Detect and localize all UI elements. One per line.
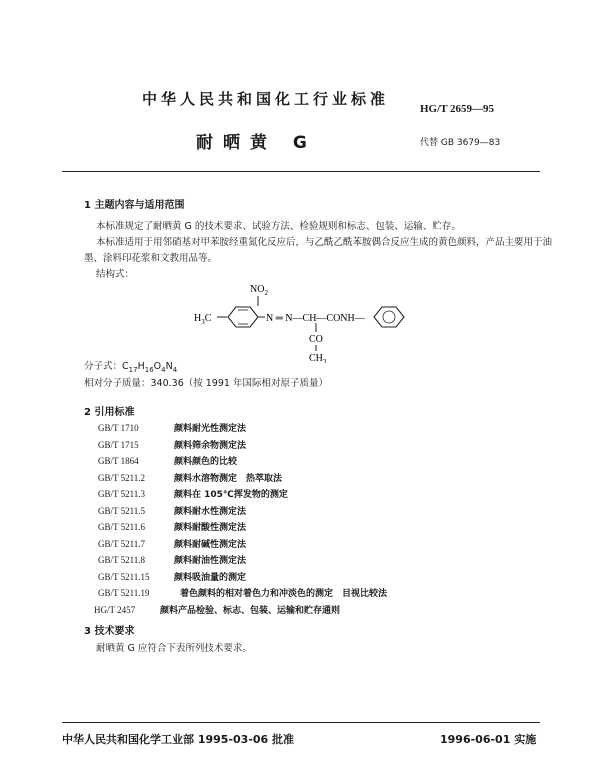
document-title: 耐晒黄 G <box>196 133 317 153</box>
structure-label: 结构式： <box>96 269 135 280</box>
replaces-note: 代替 GB 3679—83 <box>420 138 501 148</box>
section-2-heading: 2 引用标准 <box>84 407 135 418</box>
standard-number: HG/T 2659—95 <box>420 103 495 115</box>
section-3-heading: 3 技术要求 <box>84 626 135 637</box>
reference-item: GB/T 1715 颜料筛余物测定法 <box>98 439 247 451</box>
section-3-body: 耐晒黄 G 应符合下表所列技术要求。 <box>96 643 252 654</box>
co-label: CO <box>309 334 323 345</box>
section-1-body <box>84 219 554 283</box>
ministry-title: 中华人民共和国化工行业标准 <box>142 90 390 108</box>
reference-item: GB/T 5211.7 颜料耐碱性测定法 <box>98 538 247 550</box>
reference-item: HG/T 2457 颜料产品检验、标志、包装、运输和贮存通则 <box>94 604 341 616</box>
benzene-ring-2 <box>374 307 404 327</box>
section-1-heading: 1 主题内容与适用范围 <box>84 200 185 211</box>
no2-label: $NO_2$ <box>250 284 268 297</box>
approval-line: 中华人民共和国化学工业部 1995-03-06 批准 <box>62 733 295 746</box>
implementation-date: 1996-06-01 实施 <box>440 733 537 746</box>
reference-item: GB/T 5211.8 颜料耐油性测定法 <box>98 555 247 566</box>
reference-item: GB/T 5211.3 颜料在 105℃挥发物的测定 <box>98 489 288 500</box>
azo-chain: N ═ N—CH—CONH— <box>266 313 365 324</box>
reference-item: GB/T 1864 颜料颜色的比较 <box>98 456 238 467</box>
footer-divider <box>62 722 540 723</box>
molecular-mass: 相对分子质量：340.36（按 1991 年国际相对原子质量） <box>84 378 328 389</box>
reference-item: GB/T 5211.19 着色颜料的相对着色力和冲淡色的测定 目视比较法 <box>98 588 388 599</box>
reference-item: GB/T 5211.2 颜料水溶物测定 热萃取法 <box>98 472 283 484</box>
reference-item: GB/T 5211.6 颜料耐酸性测定法 <box>98 522 247 533</box>
section-1-para-1: 本标准规定了耐晒黄 G 的技术要求、试验方法、检验规则和标志、包装、运输、贮存。 <box>96 221 461 232</box>
section-1-para-2: 本标准适用于用邻硝基对甲苯胺经重氮化反应后，与乙酰乙酰苯胺偶合反应生成的黄色颜料，产品主要用于油墨、涂料印花浆和文教用品等。 <box>84 237 553 264</box>
molecular-formula: 分子式：$C_{17}H_{16}O_4N_4$ <box>84 361 178 374</box>
reference-list <box>94 421 388 619</box>
structural-formula <box>190 278 420 363</box>
header-divider <box>62 171 540 172</box>
ch3-label: $CH_3$ <box>309 353 327 363</box>
reference-item: GB/T 5211.15 颜料吸油量的测定 <box>98 571 247 583</box>
reference-item: GB/T 1710 颜料耐光性测定法 <box>98 423 247 434</box>
h3c-label: $H_3C$ <box>194 313 212 326</box>
reference-item: GB/T 5211.5 颜料耐水性测定法 <box>98 505 247 517</box>
